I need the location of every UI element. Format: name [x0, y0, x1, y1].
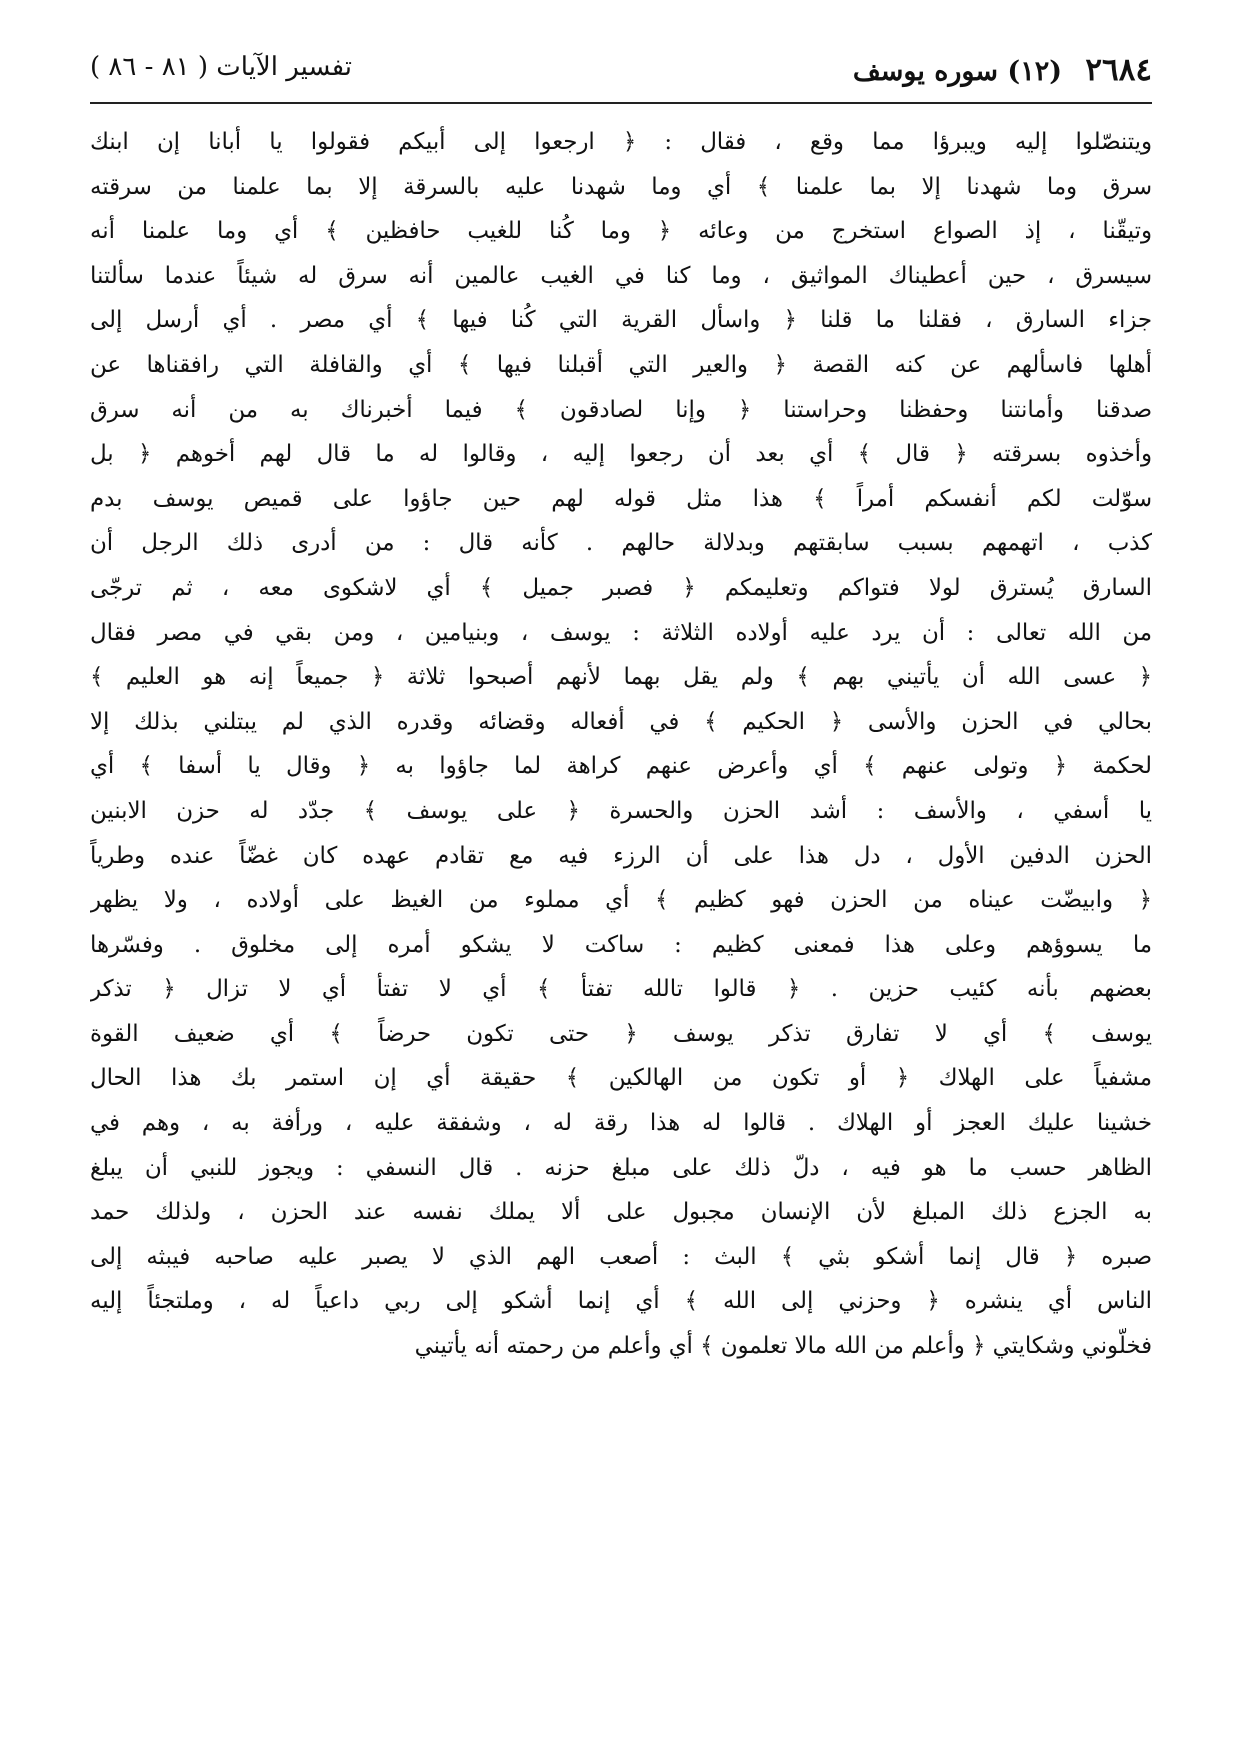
text-line: الناس أي ينشره ﴿ وحزني إلى الله ﴾ أي إنما أشكو إلى ربي داعياً له ، وملتجئاً إليه	[90, 1288, 1152, 1315]
text-line: كذب ، اتهمهم بسبب سابقتهم وبدلالة حالهم . كأنه قال : من أدرى ذلك الرجل أن	[90, 530, 1152, 557]
text-line: فخلّوني وشكايتي ﴿ وأعلم من الله مالا تعلمون ﴾ أي وأعلم من رحمته أنه يأتيني	[414, 1333, 1152, 1360]
page-header	[90, 52, 1152, 106]
text-line: من الله تعالى : أن يرد عليه أولاده الثلاثة : يوسف ، وبنيامين ، ومن بقي في مصر فقال	[90, 619, 1152, 646]
text-line: يا أسفي ، والأسف : أشد الحزن والحسرة ﴿ على يوسف ﴾ جدّد له حزن الابنين	[90, 797, 1152, 824]
section-title: تفسير الآيات ( ٨١ - ٨٦ )	[90, 52, 353, 82]
surah-title: (١٢) سوره يوسف	[852, 56, 1062, 87]
header-rule	[90, 102, 1152, 104]
text-line: بعضهم بأنه كئيب حزين . ﴿ قالوا تالله تفتأ ﴾ أي لا تفتأ أي لا تزال ﴿ تذكر	[90, 976, 1152, 1003]
text-line: ﴿ وابيضّت عيناه من الحزن فهو كظيم ﴾ أي مملوء من الغيظ على أولاده ، ولا يظهر	[90, 887, 1152, 914]
text-line: وأخذوه بسرقته ﴿ قال ﴾ أي بعد أن رجعوا إليه ، وقالوا له ما قال لهم أخوهم ﴿ بل	[90, 441, 1152, 468]
text-line: يوسف ﴾ أي لا تفارق تذكر يوسف ﴿ حتى تكون حرضاً ﴾ أي ضعيف القوة	[90, 1020, 1152, 1047]
text-line: الظاهر حسب ما هو فيه ، دلّ ذلك على مبلغ حزنه . قال النسفي : ويجوز للنبي أن يبلغ	[90, 1154, 1152, 1181]
text-line: خشينا عليك العجز أو الهلاك . قالوا له هذا رقة له ، وشفقة عليه ، ورأفة به ، وهم في	[90, 1110, 1152, 1137]
text-line: به الجزع ذلك المبلغ لأن الإنسان مجبول على ألا يملك نفسه عند الحزن ، ولذلك حمد	[90, 1199, 1152, 1226]
text-line: أهلها فاسألهم عن كنه القصة ﴿ والعير التي أقبلنا فيها ﴾ أي والقافلة التي رافقناها عن	[90, 351, 1152, 378]
text-line: ﴿ عسى الله أن يأتيني بهم ﴾ ولم يقل بهما لأنهم أصبحوا ثلاثة ﴿ جميعاً إنه هو العليم ﴾	[90, 664, 1152, 691]
text-line: الحزن الدفين الأول ، دل هذا على أن الرزء فيه مع تقادم عهده كان غضّاً عنده وطرياً	[90, 842, 1152, 869]
text-line: بحالي في الحزن والأسى ﴿ الحكيم ﴾ في أفعاله وقضائه وقدره الذي لم يبتلني بذلك إلا	[90, 708, 1152, 735]
text-line: وتيقّنا ، إذ الصواع استخرج من وعائه ﴿ وما كُنا للغيب حافظين ﴾ أي وما علمنا أنه	[90, 218, 1152, 245]
text-line: سيسرق ، حين أعطيناك المواثيق ، وما كنا في الغيب عالمين أنه سرق له شيئاً عندما سألتنا	[90, 262, 1152, 289]
page-number: ٢٦٨٤	[1085, 52, 1152, 88]
text-line: صبره ﴿ قال إنما أشكو بثي ﴾ البث : أصعب الهم الذي لا يصبر عليه صاحبه فيبثه إلى	[90, 1243, 1152, 1270]
text-line: السارق يُسترق لولا فتواكم وتعليمكم ﴿ فصبر جميل ﴾ أي لاشكوى معه ، ثم ترجّى	[90, 574, 1152, 601]
text-line: لحكمة ﴿ وتولى عنهم ﴾ أي وأعرض عنهم كراهة لما جاؤوا به ﴿ وقال يا أسفا ﴾ أي	[90, 753, 1152, 780]
text-line: ما يسوؤهم وعلى هذا فمعنى كظيم : ساكت لا يشكو أمره إلى مخلوق . وفسّرها	[90, 931, 1152, 958]
text-line: سرق وما شهدنا إلا بما علمنا ﴾ أي وما شهدنا عليه بالسرقة إلا بما علمنا من سرقته	[90, 173, 1152, 200]
header-right	[853, 52, 1152, 88]
text-line: جزاء السارق ، فقلنا ما قلنا ﴿ واسأل القرية التي كُنا فيها ﴾ أي مصر . أي أرسل إلى	[90, 307, 1152, 334]
text-line: مشفياً على الهلاك ﴿ أو تكون من الهالكين ﴾ حقيقة أي إن استمر بك هذا الحال	[90, 1065, 1152, 1092]
text-body	[90, 120, 1152, 1369]
text-line: سوّلت لكم أنفسكم أمراً ﴾ هذا مثل قوله لهم حين جاؤوا على قميص يوسف بدم	[90, 485, 1152, 512]
text-line: صدقنا وأمانتنا وحفظنا وحراستنا ﴿ وإنا لصادقون ﴾ فيما أخبرناك به من أنه سرق	[90, 396, 1152, 423]
text-line: ويتنصّلوا إليه ويبرؤا مما وقع ، فقال : ﴿ ارجعوا إلى أبيكم فقولوا يا أبانا إن ابنك	[90, 129, 1152, 155]
